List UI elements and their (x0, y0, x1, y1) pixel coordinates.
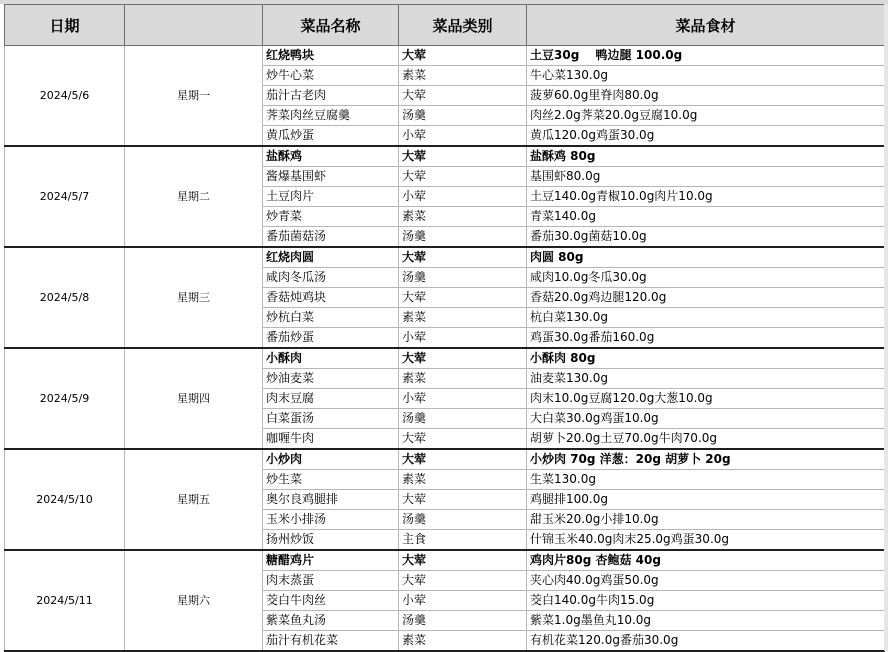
dish-ingredients-cell[interactable]: 牛心菜130.0g (527, 66, 885, 86)
dish-category-cell[interactable]: 汤羹 (399, 611, 527, 631)
dish-name-cell[interactable]: 红烧肉圆 (263, 247, 399, 268)
date-cell[interactable]: 2024/5/8 (5, 247, 125, 348)
dish-category-cell[interactable]: 大荤 (399, 247, 527, 268)
dish-ingredients-cell[interactable]: 有机花菜120.0g番茄30.0g (527, 631, 885, 652)
dish-name-cell[interactable]: 小炒肉 (263, 449, 399, 470)
dish-ingredients-cell[interactable]: 青菜140.0g (527, 207, 885, 227)
header-dish-ingredients[interactable]: 菜品食材 (527, 5, 885, 46)
dish-name-cell[interactable]: 糖醋鸡片 (263, 550, 399, 571)
dish-category-cell[interactable]: 大荤 (399, 429, 527, 450)
dish-ingredients-cell[interactable]: 胡萝卜20.0g土豆70.0g牛肉70.0g (527, 429, 885, 450)
dish-category-cell[interactable]: 汤羹 (399, 409, 527, 429)
dish-name-cell[interactable]: 炒牛心菜 (263, 66, 399, 86)
dish-ingredients-cell[interactable]: 紫菜1.0g墨鱼丸10.0g (527, 611, 885, 631)
header-dish-name[interactable]: 菜品名称 (263, 5, 399, 46)
dish-name-cell[interactable]: 玉米小排汤 (263, 510, 399, 530)
dish-category-cell[interactable]: 汤羹 (399, 227, 527, 248)
dish-name-cell[interactable]: 番茄炒蛋 (263, 328, 399, 349)
dish-ingredients-cell[interactable]: 咸肉10.0g冬瓜30.0g (527, 268, 885, 288)
dish-ingredients-cell[interactable]: 夹心肉40.0g鸡蛋50.0g (527, 571, 885, 591)
dish-category-cell[interactable]: 小荤 (399, 187, 527, 207)
menu-table (4, 4, 885, 652)
dish-ingredients-cell[interactable]: 鸡腿排100.0g (527, 490, 885, 510)
dish-category-cell[interactable]: 小荤 (399, 389, 527, 409)
dish-ingredients-cell[interactable]: 菠萝60.0g里脊肉80.0g (527, 86, 885, 106)
dish-ingredients-cell[interactable]: 甜玉米20.0g小排10.0g (527, 510, 885, 530)
dish-category-cell[interactable]: 汤羹 (399, 268, 527, 288)
dish-category-cell[interactable]: 汤羹 (399, 106, 527, 126)
dish-name-cell[interactable]: 茭白牛肉丝 (263, 591, 399, 611)
menu-body (5, 46, 885, 652)
dish-ingredients-cell[interactable]: 盐酥鸡 80g (527, 146, 885, 167)
dish-ingredients-cell[interactable]: 大白菜30.0g鸡蛋10.0g (527, 409, 885, 429)
dish-name-cell[interactable]: 炒生菜 (263, 470, 399, 490)
dish-category-cell[interactable]: 大荤 (399, 571, 527, 591)
dish-name-cell[interactable]: 土豆肉片 (263, 187, 399, 207)
dish-category-cell[interactable]: 素菜 (399, 308, 527, 328)
dish-ingredients-cell[interactable]: 土豆30g 鸭边腿 100.0g (527, 46, 885, 66)
dish-ingredients-cell[interactable]: 肉丝2.0g荠菜20.0g豆腐10.0g (527, 106, 885, 126)
dish-name-cell[interactable]: 小酥肉 (263, 348, 399, 369)
dish-ingredients-cell[interactable]: 黄瓜120.0g鸡蛋30.0g (527, 126, 885, 147)
dish-category-cell[interactable]: 大荤 (399, 46, 527, 66)
header-date[interactable]: 日期 (5, 5, 125, 46)
weekday-cell[interactable]: 星期四 (125, 348, 263, 449)
dish-name-cell[interactable]: 肉末蒸蛋 (263, 571, 399, 591)
dish-category-cell[interactable]: 素菜 (399, 369, 527, 389)
date-cell[interactable]: 2024/5/10 (5, 449, 125, 550)
dish-category-cell[interactable]: 大荤 (399, 348, 527, 369)
date-cell[interactable]: 2024/5/7 (5, 146, 125, 247)
dish-name-cell[interactable]: 奥尔良鸡腿排 (263, 490, 399, 510)
dish-ingredients-cell[interactable]: 基围虾80.0g (527, 167, 885, 187)
table-row (5, 247, 885, 268)
dish-name-cell[interactable]: 肉末豆腐 (263, 389, 399, 409)
dish-name-cell[interactable]: 炒青菜 (263, 207, 399, 227)
dish-ingredients-cell[interactable]: 小炒肉 70g 洋葱：20g 胡萝卜 20g (527, 449, 885, 470)
dish-category-cell[interactable]: 小荤 (399, 591, 527, 611)
dish-name-cell[interactable]: 扬州炒饭 (263, 530, 399, 551)
dish-ingredients-cell[interactable]: 油麦菜130.0g (527, 369, 885, 389)
dish-name-cell[interactable]: 香菇炖鸡块 (263, 288, 399, 308)
dish-name-cell[interactable]: 炒油麦菜 (263, 369, 399, 389)
dish-category-cell[interactable]: 大荤 (399, 86, 527, 106)
header-row (5, 5, 885, 46)
weekday-cell[interactable]: 星期三 (125, 247, 263, 348)
date-cell[interactable]: 2024/5/9 (5, 348, 125, 449)
dish-ingredients-cell[interactable]: 小酥肉 80g (527, 348, 885, 369)
dish-category-cell[interactable]: 大荤 (399, 449, 527, 470)
dish-name-cell[interactable]: 咸肉冬瓜汤 (263, 268, 399, 288)
dish-name-cell[interactable]: 紫菜鱼丸汤 (263, 611, 399, 631)
dish-name-cell[interactable]: 茄汁有机花菜 (263, 631, 399, 652)
dish-ingredients-cell[interactable]: 生菜130.0g (527, 470, 885, 490)
table-row (5, 550, 885, 571)
table-row (5, 46, 885, 66)
dish-name-cell[interactable]: 酱爆基围虾 (263, 167, 399, 187)
dish-category-cell[interactable]: 素菜 (399, 66, 527, 86)
dish-category-cell[interactable]: 素菜 (399, 470, 527, 490)
dish-ingredients-cell[interactable]: 鸡蛋30.0g番茄160.0g (527, 328, 885, 349)
dish-category-cell[interactable]: 汤羹 (399, 510, 527, 530)
dish-category-cell[interactable]: 大荤 (399, 288, 527, 308)
dish-ingredients-cell[interactable]: 番茄30.0g菌菇10.0g (527, 227, 885, 248)
header-weekday[interactable] (125, 5, 263, 46)
scroll-edge (884, 4, 888, 651)
dish-ingredients-cell[interactable]: 肉末10.0g豆腐120.0g大葱10.0g (527, 389, 885, 409)
dish-category-cell[interactable]: 素菜 (399, 207, 527, 227)
dish-name-cell[interactable]: 咖喱牛肉 (263, 429, 399, 450)
date-cell[interactable]: 2024/5/6 (5, 46, 125, 147)
table-row (5, 348, 885, 369)
dish-ingredients-cell[interactable]: 什锦玉米40.0g肉末25.0g鸡蛋30.0g (527, 530, 885, 551)
dish-ingredients-cell[interactable]: 肉圆 80g (527, 247, 885, 268)
weekday-cell[interactable]: 星期五 (125, 449, 263, 550)
weekday-cell[interactable]: 星期二 (125, 146, 263, 247)
dish-category-cell[interactable]: 主食 (399, 530, 527, 551)
dish-category-cell[interactable]: 素菜 (399, 631, 527, 652)
dish-ingredients-cell[interactable]: 香菇20.0g鸡边腿120.0g (527, 288, 885, 308)
dish-name-cell[interactable]: 红烧鸭块 (263, 46, 399, 66)
dish-name-cell[interactable]: 黄瓜炒蛋 (263, 126, 399, 147)
date-cell[interactable]: 2024/5/11 (5, 550, 125, 651)
header-dish-category[interactable]: 菜品类别 (399, 5, 527, 46)
dish-category-cell[interactable]: 大荤 (399, 146, 527, 167)
dish-ingredients-cell[interactable]: 茭白140.0g牛肉15.0g (527, 591, 885, 611)
weekday-cell[interactable]: 星期一 (125, 46, 263, 147)
dish-name-cell[interactable]: 盐酥鸡 (263, 146, 399, 167)
dish-category-cell[interactable]: 大荤 (399, 550, 527, 571)
weekday-cell[interactable]: 星期六 (125, 550, 263, 651)
dish-category-cell[interactable]: 大荤 (399, 167, 527, 187)
table-row (5, 449, 885, 470)
dish-name-cell[interactable]: 茄汁古老肉 (263, 86, 399, 106)
table-row (5, 146, 885, 167)
dish-category-cell[interactable]: 小荤 (399, 328, 527, 349)
dish-name-cell[interactable]: 炒杭白菜 (263, 308, 399, 328)
dish-ingredients-cell[interactable]: 土豆140.0g青椒10.0g肉片10.0g (527, 187, 885, 207)
dish-category-cell[interactable]: 小荤 (399, 126, 527, 147)
dish-ingredients-cell[interactable]: 鸡肉片80g 杏鲍菇 40g (527, 550, 885, 571)
dish-name-cell[interactable]: 荠菜肉丝豆腐羹 (263, 106, 399, 126)
dish-name-cell[interactable]: 白菜蛋汤 (263, 409, 399, 429)
dish-name-cell[interactable]: 番茄菌菇汤 (263, 227, 399, 248)
dish-ingredients-cell[interactable]: 杭白菜130.0g (527, 308, 885, 328)
dish-category-cell[interactable]: 大荤 (399, 490, 527, 510)
